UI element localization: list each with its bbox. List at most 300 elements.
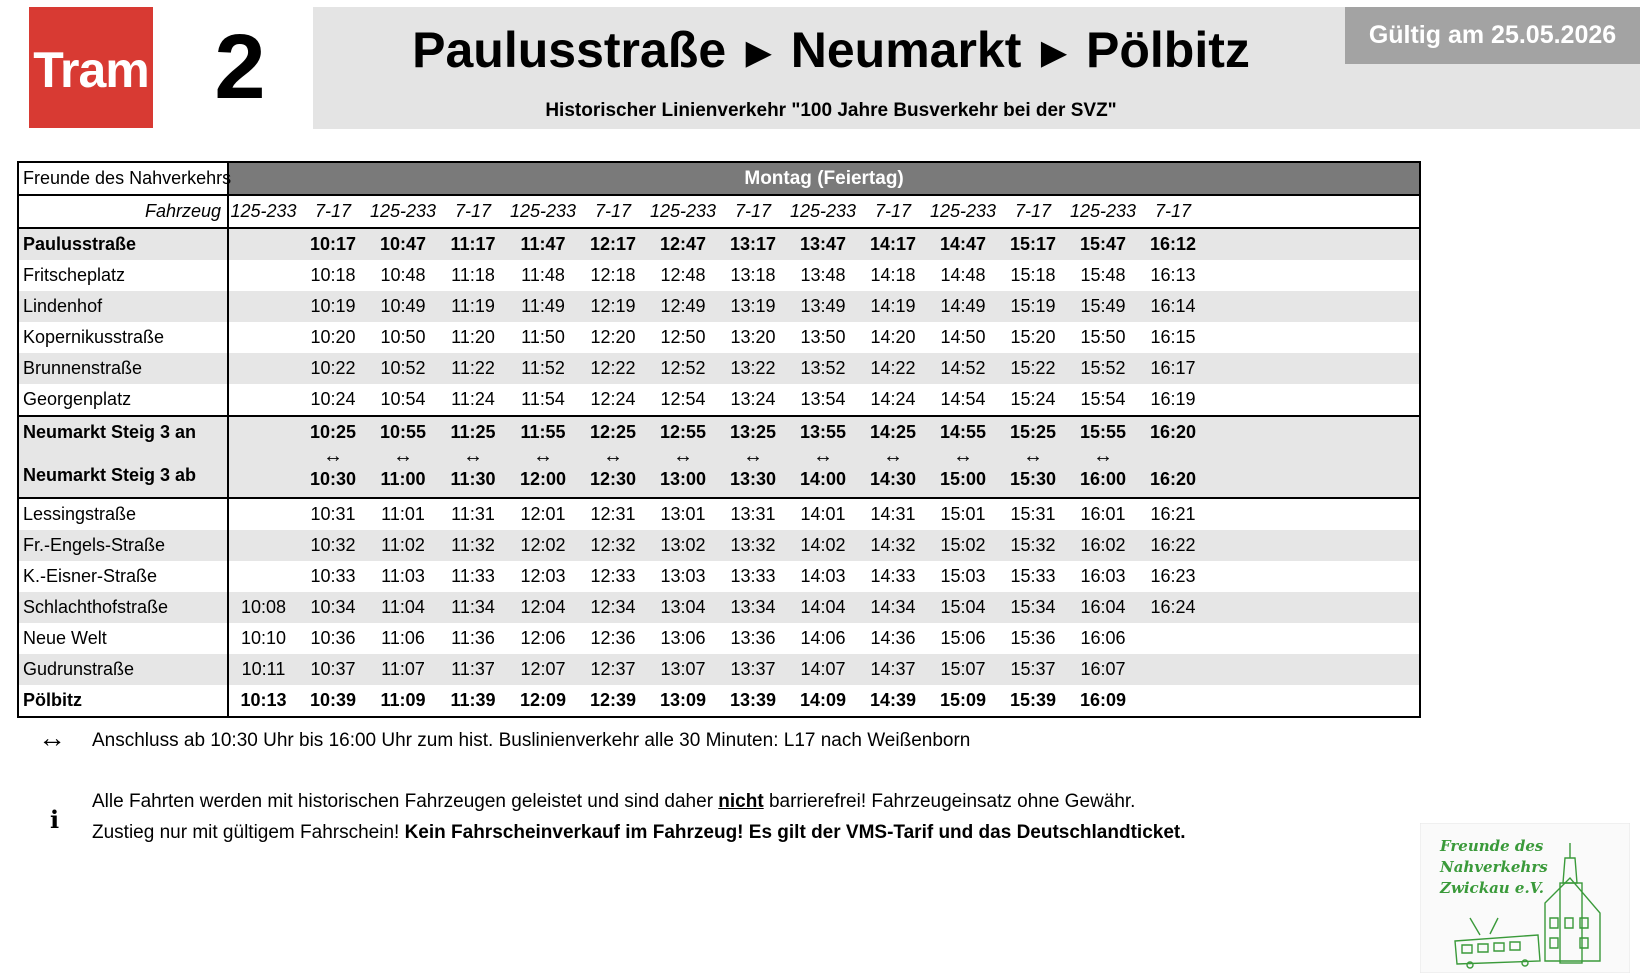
departure-time: 15:49 xyxy=(1068,291,1138,322)
filler-cell xyxy=(1208,530,1420,561)
departure-time: 11:34 xyxy=(438,592,508,623)
departure-time: 16:21 xyxy=(1150,504,1196,524)
departure-time: 10:18 xyxy=(310,265,356,285)
route-title xyxy=(313,21,1349,79)
stop-row xyxy=(18,498,1420,530)
stop-name: Pölbitz xyxy=(18,685,228,717)
departure-time: 13:00 xyxy=(659,469,707,489)
neumarkt-times xyxy=(928,416,998,498)
connection-arrow-icon: ↔ xyxy=(603,445,623,467)
departure-time: 11:06 xyxy=(381,628,425,648)
departure-time: 12:52 xyxy=(648,353,718,384)
departure-time: 14:52 xyxy=(928,353,998,384)
neumarkt-times xyxy=(1068,416,1138,498)
departure-time: 14:48 xyxy=(940,265,986,285)
departure-time xyxy=(228,384,298,416)
filler-cell xyxy=(1208,353,1420,384)
info-line-2 xyxy=(92,822,1186,844)
neumarkt-stop-cell xyxy=(18,416,228,498)
departure-time: 11:32 xyxy=(438,530,508,561)
departure-time: 16:09 xyxy=(1079,690,1127,710)
departure-time: 16:19 xyxy=(1150,389,1196,409)
connection-arrow-icon: ↔ xyxy=(533,445,553,467)
departure-time xyxy=(228,291,298,322)
arrival-time: 15:55 xyxy=(1079,422,1127,442)
departure-time: 11:20 xyxy=(451,327,495,347)
vehicle-cell: 7-17 xyxy=(1138,195,1208,228)
connection-arrow-icon: ↔ xyxy=(883,445,903,467)
stop-name: Fr.-Engels-Straße xyxy=(18,530,228,561)
info-line-2-text: Zustieg nur mit gültigem Fahrschein! xyxy=(92,822,405,843)
departure-time: 13:30 xyxy=(729,469,777,489)
filler-cell xyxy=(1208,685,1420,717)
neumarkt-times xyxy=(718,416,788,498)
stop-name: K.-Eisner-Straße xyxy=(18,561,228,592)
departure-time: 14:54 xyxy=(940,389,986,409)
departure-time: 11:31 xyxy=(451,504,495,524)
departure-time: 10:10 xyxy=(240,628,287,648)
neumarkt-times xyxy=(508,416,578,498)
timetable-header-row xyxy=(18,162,1420,195)
departure-time: 13:50 xyxy=(800,327,846,347)
departure-time: 13:06 xyxy=(660,628,706,648)
departure-time: 15:32 xyxy=(998,530,1068,561)
departure-time: 14:18 xyxy=(870,265,916,285)
departure-time: 14:34 xyxy=(858,592,928,623)
departure-time: 10:33 xyxy=(310,566,356,586)
departure-time: 14:04 xyxy=(788,592,858,623)
departure-time: 10:50 xyxy=(380,327,426,347)
departure-time: 11:30 xyxy=(450,469,496,489)
departure-time: 15:31 xyxy=(1010,504,1056,524)
filler-cell xyxy=(1208,260,1420,291)
departure-time: 14:30 xyxy=(869,469,917,489)
departure-time: 15:33 xyxy=(1010,566,1056,586)
departure-time: 14:01 xyxy=(800,504,846,524)
departure-time: 15:39 xyxy=(1009,690,1057,710)
departure-time: 13:47 xyxy=(788,228,858,260)
vehicle-cell: 7-17 xyxy=(998,195,1068,228)
neumarkt-times xyxy=(648,416,718,498)
departure-time: 11:49 xyxy=(508,291,578,322)
departure-time xyxy=(1138,654,1208,685)
departure-time: 10:19 xyxy=(298,291,368,322)
departure-time: 13:03 xyxy=(660,566,706,586)
connection-arrow-icon xyxy=(1138,443,1208,469)
departure-time: 12:50 xyxy=(660,327,706,347)
connection-arrow-icon: ↔ xyxy=(38,722,66,753)
stop-row xyxy=(18,260,1420,291)
stop-name: Lindenhof xyxy=(18,291,228,322)
neumarkt-times xyxy=(578,416,648,498)
arrival-time: 15:25 xyxy=(1009,422,1057,442)
departure-time: 13:19 xyxy=(718,291,788,322)
departure-time: 11:48 xyxy=(521,265,565,285)
departure-time: 11:00 xyxy=(380,469,426,489)
departure-time: 14:17 xyxy=(858,228,928,260)
departure-time: 14:32 xyxy=(858,530,928,561)
departure-time: 10:13 xyxy=(240,690,287,710)
departure-time xyxy=(228,228,298,260)
departure-time: 15:20 xyxy=(1010,327,1056,347)
departure-time: 10:20 xyxy=(310,327,356,347)
departure-time: 10:30 xyxy=(309,469,357,489)
stop-name: Kopernikusstraße xyxy=(18,322,228,353)
departure-time: 14:37 xyxy=(858,654,928,685)
departure-time: 11:18 xyxy=(451,265,495,285)
departure-time: 16:14 xyxy=(1138,291,1208,322)
vehicle-cell: 125-233 xyxy=(788,195,858,228)
departure-time: 15:24 xyxy=(1010,389,1056,409)
departure-time: 15:22 xyxy=(998,353,1068,384)
stop-name-arrival: Neumarkt Steig 3 an xyxy=(23,422,197,442)
stop-row xyxy=(18,530,1420,561)
departure-time: 14:50 xyxy=(940,327,986,347)
departure-time: 16:01 xyxy=(1080,504,1126,524)
filler-cell xyxy=(1208,561,1420,592)
departure-time: 16:00 xyxy=(1079,469,1127,489)
vehicle-cell: 125-233 xyxy=(1068,195,1138,228)
departure-time: 12:22 xyxy=(578,353,648,384)
departure-time: 15:09 xyxy=(939,690,987,710)
filler-cell xyxy=(1208,416,1420,498)
departure-time: 10:37 xyxy=(298,654,368,685)
departure-time: 13:34 xyxy=(718,592,788,623)
validity-badge: Gültig am 25.05.2026 xyxy=(1345,7,1640,64)
departure-time: 15:07 xyxy=(928,654,998,685)
stop-name: Neue Welt xyxy=(18,623,228,654)
departure-time xyxy=(228,530,298,561)
departure-time: 15:50 xyxy=(1080,327,1126,347)
info-line-1-text: Alle Fahrten werden mit historischen Fahrzeugen geleistet und sind daher xyxy=(92,791,719,812)
route-via: Neumarkt xyxy=(790,22,1022,78)
stop-row xyxy=(18,353,1420,384)
departure-time: 10:17 xyxy=(298,228,368,260)
departure-time: 12:47 xyxy=(648,228,718,260)
vehicle-cell: 7-17 xyxy=(858,195,928,228)
departure-time: 13:37 xyxy=(718,654,788,685)
departure-time: 14:00 xyxy=(799,469,847,489)
departure-time: 14:19 xyxy=(858,291,928,322)
timetable xyxy=(17,161,1421,718)
departure-time: 13:31 xyxy=(730,504,776,524)
connection-arrow-icon: ↔ xyxy=(1023,445,1043,467)
departure-time: 10:39 xyxy=(309,690,357,710)
departure-time: 12:48 xyxy=(660,265,706,285)
departure-time xyxy=(228,322,298,353)
departure-time: 15:34 xyxy=(998,592,1068,623)
departure-time: 11:04 xyxy=(368,592,438,623)
arrival-time: 12:25 xyxy=(589,422,637,442)
stop-row xyxy=(18,561,1420,592)
logo-text-line-1: Freunde des xyxy=(1440,837,1544,855)
departure-time xyxy=(1138,623,1208,654)
departure-time: 15:04 xyxy=(928,592,998,623)
stop-row xyxy=(18,623,1420,654)
route-arrow-icon: ▶ xyxy=(746,34,771,70)
departure-time: 15:03 xyxy=(940,566,986,586)
connection-arrow-icon: ↔ xyxy=(673,445,693,467)
stop-row xyxy=(18,228,1420,260)
departure-time: 12:02 xyxy=(508,530,578,561)
filler-cell xyxy=(1208,623,1420,654)
departure-time: 10:54 xyxy=(380,389,426,409)
departure-time: 13:48 xyxy=(800,265,846,285)
line-number: 2 xyxy=(214,16,266,118)
departure-time: 13:18 xyxy=(730,265,776,285)
departure-time: 14:22 xyxy=(858,353,928,384)
vehicle-cell: 7-17 xyxy=(718,195,788,228)
info-line-1-end: barrierefrei! Fahrzeugeinsatz ohne Gewähr. xyxy=(763,791,1136,812)
departure-time xyxy=(228,561,298,592)
filler-cell xyxy=(1208,322,1420,353)
stop-name: Gudrunstraße xyxy=(18,654,228,685)
vehicle-label: Fahrzeug xyxy=(18,195,228,228)
departure-time: 12:32 xyxy=(578,530,648,561)
departure-time: 13:39 xyxy=(729,690,777,710)
departure-time: 11:37 xyxy=(438,654,508,685)
stop-name: Lessingstraße xyxy=(18,498,228,530)
connection-arrow-icon: ↔ xyxy=(813,445,833,467)
info-emphasis: nicht xyxy=(718,791,764,812)
route-origin: Paulusstraße xyxy=(412,22,727,78)
logo-text-line-3: Zwickau e.V. xyxy=(1440,879,1544,897)
filler-cell xyxy=(1208,291,1420,322)
vehicle-cell: 125-233 xyxy=(508,195,578,228)
departure-time: 13:33 xyxy=(730,566,776,586)
departure-time: 12:18 xyxy=(590,265,636,285)
departure-time: 12:39 xyxy=(589,690,637,710)
departure-time: 14:31 xyxy=(870,504,916,524)
departure-time: 12:07 xyxy=(508,654,578,685)
departure-time: 11:50 xyxy=(521,327,565,347)
departure-time: 10:36 xyxy=(310,628,356,648)
departure-time xyxy=(228,498,298,530)
departure-time: 10:49 xyxy=(368,291,438,322)
departure-time: 14:39 xyxy=(869,690,917,710)
connection-arrow-icon: ↔ xyxy=(1093,445,1113,467)
departure-time: 15:00 xyxy=(939,469,987,489)
arrival-time: 10:55 xyxy=(379,422,427,442)
departure-time: 15:30 xyxy=(1009,469,1057,489)
route-destination: Pölbitz xyxy=(1086,22,1250,78)
departure-time: 12:01 xyxy=(520,504,566,524)
connection-arrow-icon: ↔ xyxy=(393,445,413,467)
departure-time: 14:07 xyxy=(788,654,858,685)
departure-time: 14:02 xyxy=(788,530,858,561)
departure-time: 16:24 xyxy=(1138,592,1208,623)
departure-time: 12:54 xyxy=(660,389,706,409)
departure-time: 13:32 xyxy=(718,530,788,561)
departure-time: 12:20 xyxy=(590,327,636,347)
departure-time: 10:08 xyxy=(228,592,298,623)
departure-time: 10:34 xyxy=(298,592,368,623)
departure-time: 12:37 xyxy=(578,654,648,685)
neumarkt-row xyxy=(18,416,1420,498)
departure-time: 10:32 xyxy=(298,530,368,561)
departure-time: 13:54 xyxy=(800,389,846,409)
departure-time: 11:07 xyxy=(368,654,438,685)
departure-time: 14:09 xyxy=(799,690,847,710)
stop-name: Brunnenstraße xyxy=(18,353,228,384)
arrival-time: 11:55 xyxy=(520,422,566,442)
departure-time: 14:49 xyxy=(928,291,998,322)
vehicle-cell: 7-17 xyxy=(578,195,648,228)
route-arrow-icon: ▶ xyxy=(1041,34,1066,70)
filler-cell xyxy=(1208,384,1420,416)
stop-name: Schlachthofstraße xyxy=(18,592,228,623)
departure-time: 13:04 xyxy=(648,592,718,623)
departure-time: 11:03 xyxy=(381,566,425,586)
departure-time: 12:24 xyxy=(590,389,636,409)
departure-time: 16:04 xyxy=(1068,592,1138,623)
departure-time: 14:03 xyxy=(800,566,846,586)
departure-time: 12:17 xyxy=(578,228,648,260)
departure-time: 10:47 xyxy=(368,228,438,260)
departure-time: 13:20 xyxy=(730,327,776,347)
arrival-time: 12:55 xyxy=(659,422,707,442)
operator-label: Freunde des Nahverkehrs xyxy=(18,162,228,195)
stop-row xyxy=(18,322,1420,353)
departure-time: 13:01 xyxy=(660,504,706,524)
stop-row xyxy=(18,291,1420,322)
spacer xyxy=(23,443,227,465)
departure-time: 16:06 xyxy=(1080,628,1126,648)
departure-time: 13:09 xyxy=(659,690,707,710)
connection-arrow-icon: ↔ xyxy=(323,445,343,467)
departure-time: 12:04 xyxy=(508,592,578,623)
departure-time: 11:54 xyxy=(521,389,565,409)
departure-time: 16:23 xyxy=(1150,566,1196,586)
arrival-time: 10:25 xyxy=(309,422,357,442)
departure-time: 12:34 xyxy=(578,592,648,623)
departure-time: 11:19 xyxy=(438,291,508,322)
stop-name: Georgenplatz xyxy=(18,384,228,416)
departure-time: 15:37 xyxy=(998,654,1068,685)
filler-cell xyxy=(1208,498,1420,530)
departure-time xyxy=(228,260,298,291)
departure-time: 10:31 xyxy=(310,504,356,524)
vehicle-cell: 7-17 xyxy=(298,195,368,228)
neumarkt-times xyxy=(788,416,858,498)
neumarkt-times xyxy=(438,416,508,498)
departure-time: 11:22 xyxy=(438,353,508,384)
departure-time: 11:17 xyxy=(438,228,508,260)
departure-time: 16:07 xyxy=(1068,654,1138,685)
departure-time: 11:47 xyxy=(508,228,578,260)
arrival-time: 16:20 xyxy=(1149,422,1197,442)
departure-time xyxy=(1138,685,1208,717)
neumarkt-times xyxy=(858,416,928,498)
neumarkt-times xyxy=(298,416,368,498)
stop-row xyxy=(18,685,1420,717)
stop-row xyxy=(18,592,1420,623)
vehicle-cell: 125-233 xyxy=(368,195,438,228)
stop-name: Paulusstraße xyxy=(18,228,228,260)
vehicle-row xyxy=(18,195,1420,228)
departure-time: 12:31 xyxy=(590,504,636,524)
tram-church-logo-icon xyxy=(1420,823,1630,973)
departure-time: 16:15 xyxy=(1150,327,1196,347)
neumarkt-times xyxy=(998,416,1068,498)
departure-time: 10:11 xyxy=(228,654,298,685)
departure-time: 11:52 xyxy=(508,353,578,384)
departure-time: 15:02 xyxy=(928,530,998,561)
departure-time: 10:48 xyxy=(380,265,426,285)
departure-time: 16:02 xyxy=(1068,530,1138,561)
stop-name-departure: Neumarkt Steig 3 ab xyxy=(23,465,197,485)
stop-row xyxy=(18,654,1420,685)
departure-time: 15:17 xyxy=(998,228,1068,260)
departure-time: 14:20 xyxy=(870,327,916,347)
departure-time: 13:17 xyxy=(718,228,788,260)
departure-time: 15:06 xyxy=(940,628,986,648)
stop-row xyxy=(18,384,1420,416)
neumarkt-times xyxy=(1138,416,1208,498)
vehicle-cell: 125-233 xyxy=(648,195,718,228)
vehicle-cell: 125-233 xyxy=(928,195,998,228)
departure-time: 15:19 xyxy=(998,291,1068,322)
filler-cell xyxy=(1208,228,1420,260)
departure-time: 15:18 xyxy=(1010,265,1056,285)
day-header: Montag (Feiertag) xyxy=(228,162,1420,195)
filler-cell xyxy=(1208,654,1420,685)
departure-time: 11:24 xyxy=(451,389,495,409)
departure-time: 15:54 xyxy=(1080,389,1126,409)
info-icon: i xyxy=(50,805,60,834)
vehicle-cell: 7-17 xyxy=(438,195,508,228)
departure-time: 15:48 xyxy=(1080,265,1126,285)
departure-time: 14:24 xyxy=(870,389,916,409)
logo-text-line-2: Nahverkehrs xyxy=(1440,858,1548,876)
departure-time: 13:49 xyxy=(788,291,858,322)
departure-time: 13:24 xyxy=(730,389,776,409)
departure-time: 12:03 xyxy=(520,566,566,586)
departure-time: 12:09 xyxy=(519,690,567,710)
departure-time: 14:47 xyxy=(928,228,998,260)
departure-time: 12:49 xyxy=(648,291,718,322)
departure-time: 15:47 xyxy=(1068,228,1138,260)
departure-time: 13:22 xyxy=(718,353,788,384)
neumarkt-times xyxy=(368,416,438,498)
departure-time: 11:01 xyxy=(381,504,425,524)
neumarkt-times xyxy=(228,416,298,498)
departure-time: 12:30 xyxy=(589,469,637,489)
connection-note: Anschluss ab 10:30 Uhr bis 16:00 Uhr zum hist. Buslinienverkehr alle 30 Minuten: L17 nach Weißenborn xyxy=(92,730,971,751)
tram-label: Tram xyxy=(33,42,149,98)
departure-time: 15:36 xyxy=(1010,628,1056,648)
connection-arrow-icon: ↔ xyxy=(953,445,973,467)
departure-time: 15:01 xyxy=(940,504,986,524)
departure-time: 12:06 xyxy=(520,628,566,648)
departure-time: 12:33 xyxy=(590,566,636,586)
connection-arrow-icon xyxy=(229,422,298,448)
departure-time: 12:19 xyxy=(578,291,648,322)
connection-arrow-icon: ↔ xyxy=(463,445,483,467)
connection-arrow-icon: ↔ xyxy=(743,445,763,467)
departure-time: 15:52 xyxy=(1068,353,1138,384)
departure-time: 13:07 xyxy=(648,654,718,685)
arrival-time: 14:25 xyxy=(869,422,917,442)
arrival-time: 13:25 xyxy=(729,422,777,442)
departure-time: 16:20 xyxy=(1149,469,1197,489)
departure-time: 11:33 xyxy=(451,566,495,586)
departure-time: 13:02 xyxy=(648,530,718,561)
info-line-2-bold: Kein Fahrscheinverkauf im Fahrzeug! Es gilt der VMS-Tarif und das Deutschlandticket. xyxy=(404,822,1186,843)
departure-time: 11:02 xyxy=(368,530,438,561)
arrival-time: 13:55 xyxy=(799,422,847,442)
departure-time: 11:36 xyxy=(451,628,495,648)
